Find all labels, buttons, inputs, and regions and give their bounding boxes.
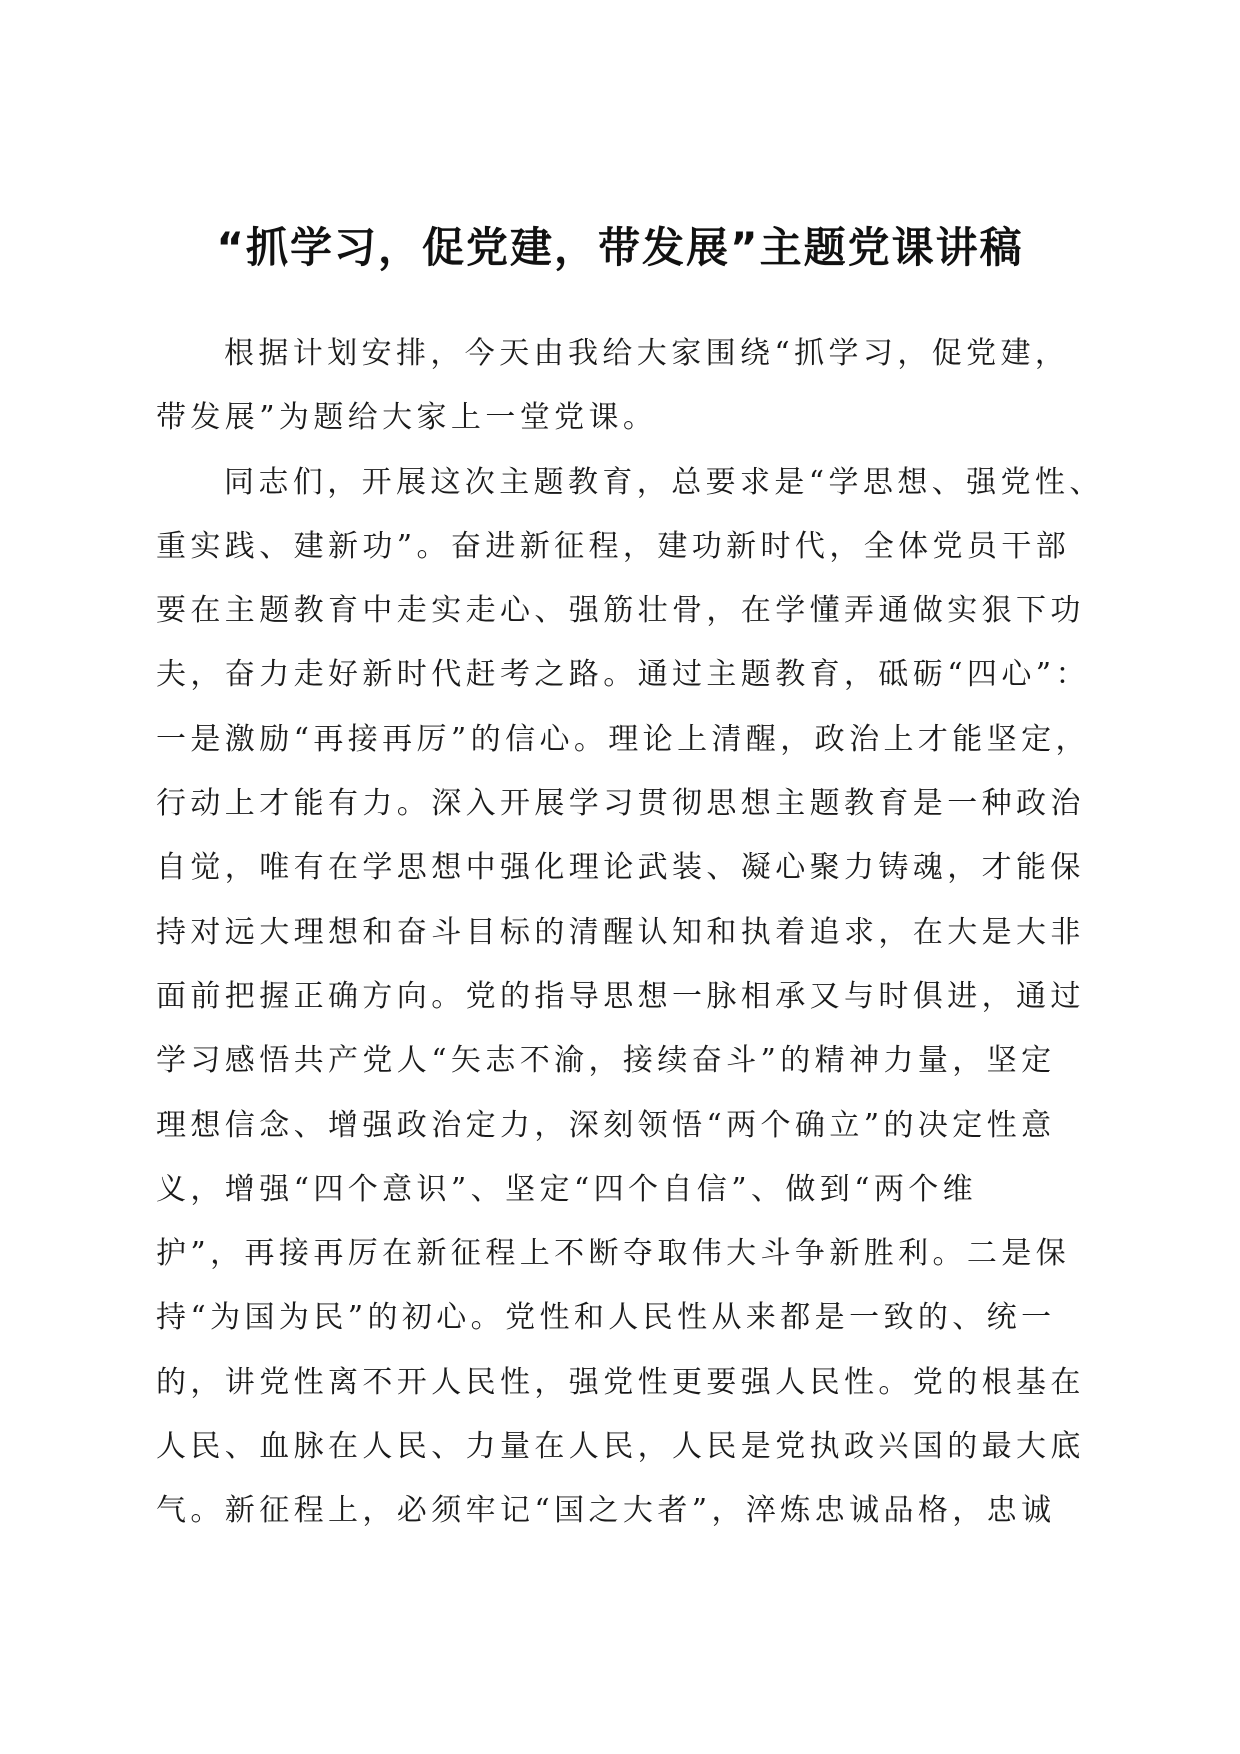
paragraph-line: 学习感悟共产党人“矢志不渝，接续奋斗”的精神力量，坚定 [156, 1043, 1056, 1079]
paragraph-line: 自觉，唯有在学思想中强化理论武装、凝心聚力铸魂，才能保 [156, 850, 1085, 886]
paragraph-line: 重实践、建新功”。奋进新征程，建功新时代，全体党员干部 [156, 528, 1071, 564]
document-body [156, 322, 1116, 1544]
paragraph-line: 带发展”为题给大家上一堂党课。 [156, 400, 658, 436]
paragraph-line: 一是激励“再接再厉”的信心。理论上清醒，政治上才能坚定， [156, 721, 1090, 757]
paragraph-line: 同志们，开展这次主题教育，总要求是“学思想、强党性、 [224, 464, 1104, 500]
paragraph-line: 行动上才能有力。深入开展学习贯彻思想主题教育是一种政治 [156, 786, 1085, 822]
paragraph-line: 持“为国为民”的初心。党性和人民性从来都是一致的、统一 [156, 1300, 1056, 1336]
document-title: “抓学习，促党建，带发展”主题党课讲稿 [216, 223, 1024, 272]
paragraph-line: 气。新征程上，必须牢记“国之大者”，淬炼忠诚品格，忠诚 [156, 1493, 1056, 1529]
paragraph-line: 要在主题教育中走实走心、强筋壮骨，在学懂弄通做实狠下功 [156, 593, 1085, 629]
paragraph-line: 根据计划安排，今天由我给大家围绕“抓学习，促党建， [224, 336, 1070, 371]
paragraph-line: 人民、血脉在人民、力量在人民，人民是党执政兴国的最大底 [156, 1429, 1085, 1465]
paragraph-line: 夫，奋力走好新时代赶考之路。通过主题教育，砥砺“四心”： [156, 657, 1090, 693]
paragraph-line: 理想信念、增强政治定力，深刻领悟“两个确立”的决定性意 [156, 1107, 1056, 1143]
paragraph-line: 持对远大理想和奋斗目标的清醒认知和执着追求，在大是大非 [156, 914, 1085, 950]
paragraph-line: 面前把握正确方向。党的指导思想一脉相承又与时俱进，通过 [156, 978, 1085, 1014]
paragraph-line: 护”，再接再厉在新征程上不断夺取伟大斗争新胜利。二是保 [156, 1236, 1071, 1272]
paragraph-line: 义，增强“四个意识”、坚定“四个自信”、做到“两个维 [156, 1171, 978, 1207]
paragraph-line: 的，讲党性离不开人民性，强党性更要强人民性。党的根基在 [156, 1364, 1085, 1400]
